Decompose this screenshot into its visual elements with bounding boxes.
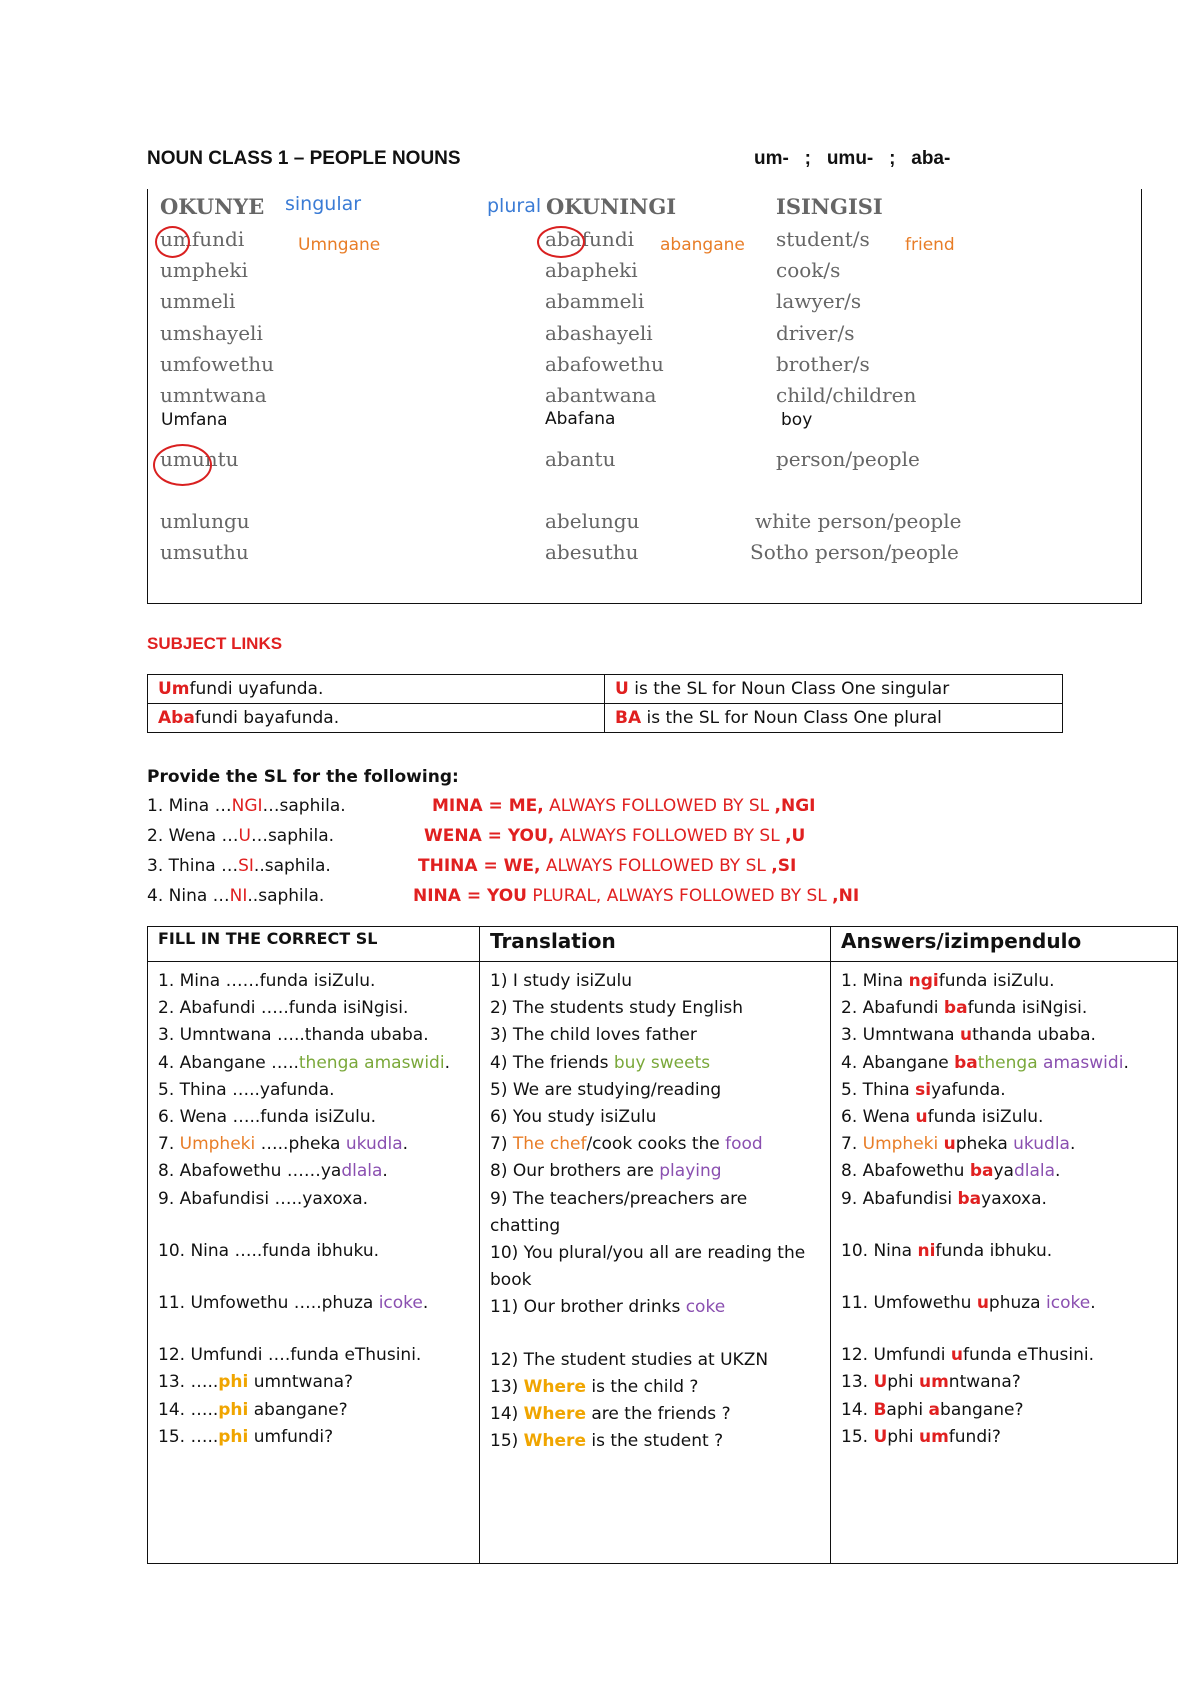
table-row [148, 962, 1178, 1564]
circle-umu-marker [153, 444, 212, 486]
answers-column [831, 962, 1178, 1564]
list-item: 6. Wena ufunda isiZulu. [841, 1107, 1044, 1128]
sl-example: Umfundi uyafunda. [148, 675, 605, 704]
list-item: 5. Thina siyafunda. [841, 1079, 1006, 1100]
table-row [148, 675, 1063, 704]
noun-en: person/people [776, 447, 920, 471]
list-item: 3. Umntwana uthanda ubaba. [841, 1025, 1096, 1046]
noun-sg: ummeli [160, 289, 236, 313]
circle-aba-marker [537, 226, 585, 258]
list-item: 15) Where is the student ? [490, 1431, 724, 1452]
col-plural: plural [487, 195, 542, 217]
prefix-list: um- ; umu- ; aba- [754, 148, 951, 169]
noun-sg: umfundi [160, 227, 245, 251]
provide-rule: NINA = YOU PLURAL, ALWAYS FOLLOWED BY SL ,NI [413, 886, 860, 906]
list-item: 8. Abafowethu bayadlala. [841, 1161, 1061, 1182]
list-item: 10. Nina nifunda ibhuku. [841, 1240, 1053, 1261]
header-fill: FILL IN THE CORRECT SL [148, 927, 480, 962]
list-item: 12. Umfundi ufunda eThusini. [841, 1345, 1095, 1366]
noun-sg: umuntu [160, 447, 239, 471]
list-item: 15. …..phi umfundi? [158, 1426, 334, 1447]
page-title: NOUN CLASS 1 – PEOPLE NOUNS [147, 148, 461, 169]
list-item: 4. Abangane bathenga amaswidi. [841, 1052, 1129, 1073]
noun-sg: umsuthu [160, 540, 249, 564]
noun-pl: abelungu [545, 509, 640, 533]
list-item: 4) The friends buy sweets [490, 1052, 711, 1073]
list-item: 9) The teachers/preachers are chatting [490, 1188, 748, 1236]
noun-en: Sotho person/people [750, 540, 959, 564]
noun-en: white person/people [755, 509, 962, 533]
sl-explanation: U is the SL for Noun Class One singular [605, 675, 1063, 704]
noun-en: driver/s [776, 321, 855, 345]
note-umngane: Umngane [298, 235, 381, 255]
list-item: 7. Umpheki …..pheka ukudla. [158, 1134, 409, 1155]
list-item: 1) I study isiZulu [490, 971, 633, 991]
noun-pl: abapheki [545, 258, 638, 282]
col-okuningi: OKUNINGI [546, 194, 677, 219]
list-item: 13. Uphi umntwana? [841, 1372, 1021, 1393]
list-item: 9. Abafundisi …..yaxoxa. [158, 1188, 369, 1209]
subject-links-heading: SUBJECT LINKS [147, 634, 283, 653]
list-item: 6. Wena …..funda isiZulu. [158, 1107, 377, 1128]
list-item: 12) The student studies at UKZN [490, 1349, 769, 1370]
noun-en: boy [781, 410, 813, 430]
sl-explanation: BA is the SL for Noun Class One plural [605, 704, 1063, 733]
list-item: 3. Umntwana …..thanda ubaba. [158, 1025, 429, 1046]
list-item: 10) You plural/you all are reading the book [490, 1243, 806, 1291]
list-item: 2. Abafundi bafunda isiNgisi. [841, 998, 1088, 1019]
list-item: 5) We are studying/reading [490, 1079, 722, 1100]
provide-heading: Provide the SL for the following: [147, 767, 459, 787]
list-item: 14. Baphi abangane? [841, 1399, 1024, 1420]
list-item: 9. Abafundisi bayaxoxa. [841, 1188, 1047, 1209]
subject-links-table [147, 674, 1063, 733]
col-isingisi: ISINGISI [776, 194, 883, 219]
list-item: 14) Where are the friends ? [490, 1404, 731, 1425]
list-item: 14. …..phi abangane? [158, 1399, 348, 1420]
list-item: 2) The students study English [490, 998, 744, 1019]
list-item: 7. Umpheki upheka ukudla. [841, 1134, 1076, 1155]
exercise-table [147, 926, 1178, 1564]
list-item: 1. Mina ngifunda isiZulu. [841, 971, 1055, 991]
noun-en: cook/s [776, 258, 841, 282]
noun-pl: abafowethu [545, 352, 664, 376]
col-singular: singular [285, 193, 362, 215]
list-item: 8) Our brothers are playing [490, 1161, 722, 1182]
list-item: 15. Uphi umfundi? [841, 1426, 1001, 1447]
header-translation: Translation [480, 927, 831, 962]
noun-sg: umpheki [160, 258, 248, 282]
list-item: 3) The child loves father [490, 1025, 697, 1046]
noun-en: child/children [776, 383, 917, 407]
noun-sg: umshayeli [160, 321, 263, 345]
noun-en: lawyer/s [776, 289, 862, 313]
circle-um-marker [155, 226, 190, 258]
noun-en: brother/s [776, 352, 870, 376]
noun-pl: abesuthu [545, 540, 639, 564]
list-item: 13) Where is the child ? [490, 1376, 699, 1397]
list-item: 11. Umfowethu uphuza icoke. [841, 1293, 1096, 1314]
translation-column [480, 962, 831, 1564]
noun-sg: umntwana [160, 383, 267, 407]
table-header-row [148, 927, 1178, 962]
list-item: 4. Abangane …..thenga amaswidi. [158, 1052, 450, 1073]
noun-pl: abashayeli [545, 321, 653, 345]
list-item: 12. Umfundi ….funda eThusini. [158, 1345, 422, 1366]
provide-item: 2. Wena …U…saphila. [147, 826, 335, 846]
noun-pl: Abafana [545, 409, 616, 429]
list-item: 13. …..phi umntwana? [158, 1372, 354, 1393]
header-answers: Answers/izimpendulo [831, 927, 1178, 962]
sl-example: Abafundi bayafunda. [148, 704, 605, 733]
list-item: 8. Abafowethu ……yadlala. [158, 1161, 388, 1182]
list-item: 11) Our brother drinks coke [490, 1297, 726, 1318]
note-abangane: abangane [660, 235, 745, 255]
noun-pl: abafundi [545, 227, 635, 251]
provide-rule: MINA = ME, ALWAYS FOLLOWED BY SL ,NGI [432, 796, 816, 816]
list-item: 6) You study isiZulu [490, 1107, 657, 1128]
provide-item: 4. Nina …NI..saphila. [147, 886, 325, 906]
noun-pl: abantwana [545, 383, 657, 407]
noun-pl: abantu [545, 447, 616, 471]
col-okunye: OKUNYE [160, 194, 265, 219]
noun-sg: Umfana [161, 410, 228, 430]
list-item: 5. Thina …..yafunda. [158, 1079, 335, 1100]
noun-en: student/s [776, 227, 870, 251]
list-item: 11. Umfowethu …..phuza icoke. [158, 1293, 429, 1314]
note-friend: friend [905, 235, 955, 255]
noun-sg: umlungu [160, 509, 250, 533]
list-item: 10. Nina …..funda ibhuku. [158, 1240, 379, 1261]
provide-item: 3. Thina …SI..saphila. [147, 856, 331, 876]
list-item: 1. Mina ……funda isiZulu. [158, 971, 376, 991]
noun-sg: umfowethu [160, 352, 275, 376]
noun-pl: abammeli [545, 289, 645, 313]
list-item: 2. Abafundi …..funda isiNgisi. [158, 998, 409, 1019]
provide-rule: THINA = WE, ALWAYS FOLLOWED BY SL ,SI [418, 856, 797, 876]
fill-column [148, 962, 480, 1564]
table-row [148, 704, 1063, 733]
provide-rule: WENA = YOU, ALWAYS FOLLOWED BY SL ,U [424, 826, 806, 846]
provide-item: 1. Mina …NGI…saphila. [147, 796, 346, 816]
list-item: 7) The chef/cook cooks the food [490, 1134, 763, 1155]
